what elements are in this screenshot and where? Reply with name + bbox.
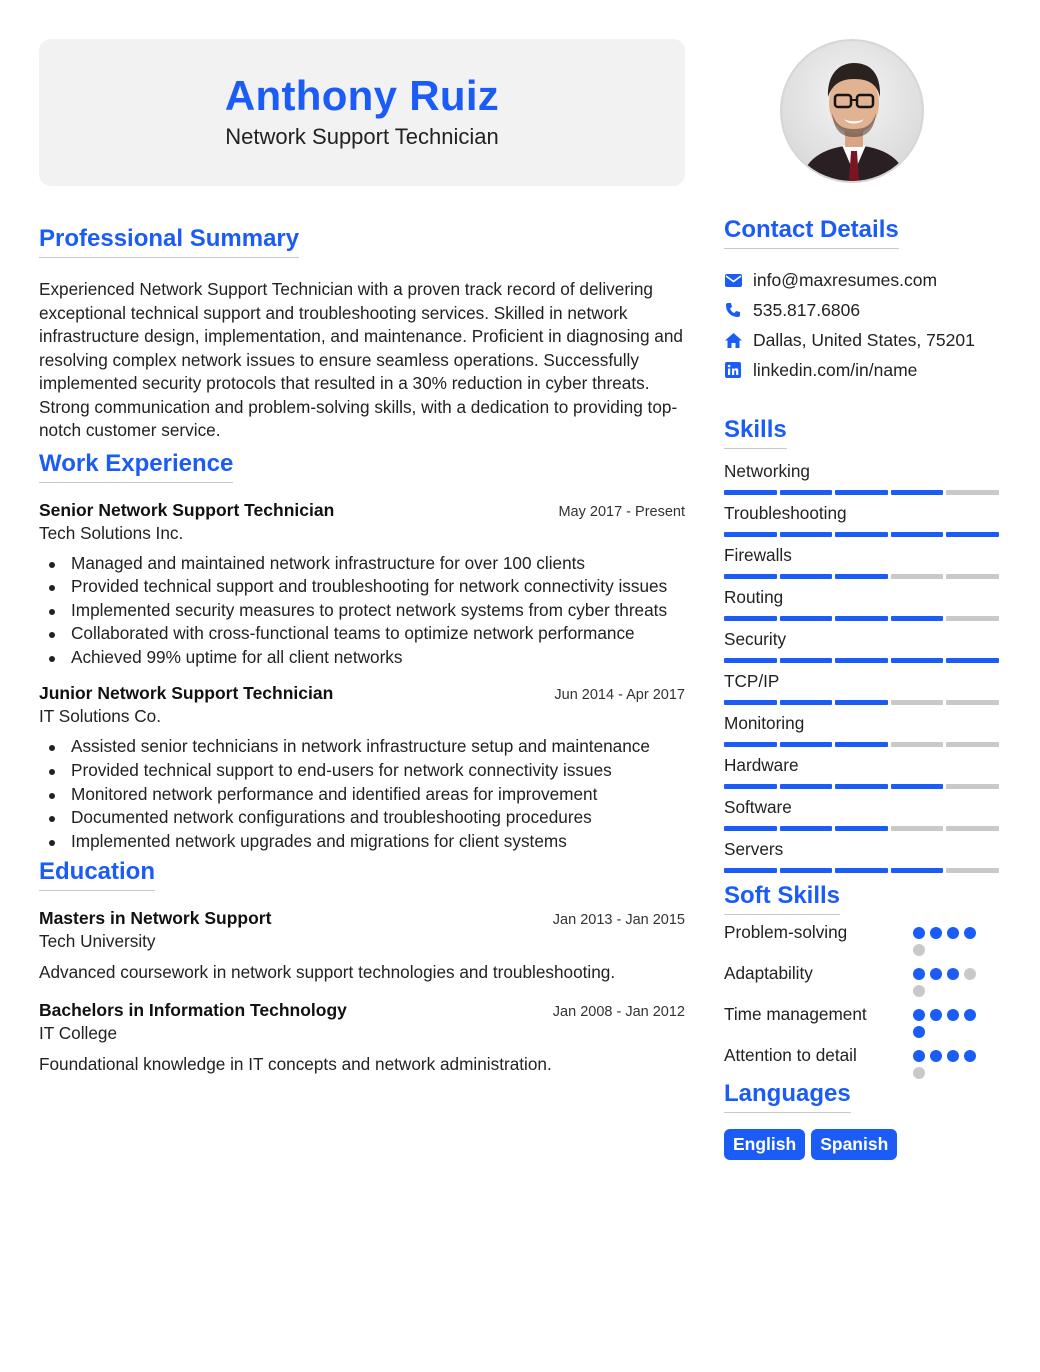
soft-skill-rating [913, 1044, 991, 1079]
soft-skill-name: Attention to detail [724, 1045, 857, 1065]
skill-level-segment [780, 532, 833, 537]
rating-dot [930, 927, 942, 939]
education-header [39, 906, 685, 930]
skill-item [724, 797, 1001, 831]
skill-level-segment [724, 574, 777, 579]
skill-level-segment [891, 532, 944, 537]
rating-dot [913, 985, 925, 997]
skill-level-segment [780, 868, 833, 873]
skill-name: Hardware [724, 755, 799, 775]
skill-name: Networking [724, 461, 810, 481]
skill-level-segment [835, 742, 888, 747]
rating-dot [930, 1009, 942, 1021]
education-degree: Masters in Network Support [39, 908, 272, 929]
education-heading: Education [39, 857, 155, 891]
skill-level-segment [946, 574, 999, 579]
soft-skill-item [724, 1044, 1001, 1079]
soft-skill-rating [913, 962, 991, 997]
skill-level-bar [724, 616, 1001, 621]
rating-dot [947, 968, 959, 980]
skill-level-bar [724, 658, 1001, 663]
skill-level-segment [724, 532, 777, 537]
contact-email[interactable] [724, 265, 1001, 295]
rating-dot [947, 927, 959, 939]
skill-level-segment [780, 574, 833, 579]
skill-item [724, 671, 1001, 705]
skill-level-segment [780, 700, 833, 705]
education-degree: Bachelors in Information Technology [39, 1000, 347, 1021]
skill-item [724, 503, 1001, 537]
skill-name: TCP/IP [724, 671, 780, 691]
skill-level-segment [835, 700, 888, 705]
education-entry [39, 998, 685, 1076]
contact-linkedin[interactable] [724, 355, 1001, 385]
rating-dot [930, 968, 942, 980]
soft-skill-item [724, 1003, 1001, 1038]
skill-item [724, 587, 1001, 621]
main-column [39, 39, 685, 1076]
languages-section [724, 1079, 1001, 1160]
rating-dot [913, 1009, 925, 1021]
job-bullet: Implemented network upgrades and migrations for client systems [39, 830, 685, 854]
education-description: Advanced coursework in network support technologies and troubleshooting. [39, 962, 616, 983]
job-bullet: Collaborated with cross-functional teams to optimize network performance [39, 622, 685, 646]
education-description: Foundational knowledge in IT concepts and network administration. [39, 1054, 552, 1075]
skills-heading: Skills [724, 415, 787, 449]
skill-level-bar [724, 784, 1001, 789]
language-tag: English [724, 1129, 805, 1160]
job-company: Tech Solutions Inc. [39, 522, 184, 543]
job-entry [39, 498, 685, 670]
education-header [39, 998, 685, 1022]
languages-heading: Languages [724, 1079, 851, 1113]
rating-dot [964, 1050, 976, 1062]
contact-section [724, 215, 1001, 385]
rating-dot [913, 1067, 925, 1079]
rating-dot [913, 927, 925, 939]
job-bullet: Implemented security measures to protect network systems from cyber threats [39, 599, 685, 623]
linkedin-icon [724, 361, 742, 379]
soft-skill-item [724, 921, 1001, 956]
skill-level-segment [724, 784, 777, 789]
skill-level-segment [891, 700, 944, 705]
education-school: Tech University [39, 931, 156, 952]
skill-level-segment [724, 658, 777, 663]
skill-level-bar [724, 700, 1001, 705]
soft-skill-rating [913, 921, 991, 956]
job-company: IT Solutions Co. [39, 706, 161, 727]
rating-dot [913, 1026, 925, 1038]
skill-level-segment [724, 826, 777, 831]
job-date: Jun 2014 - Apr 2017 [554, 687, 685, 704]
skill-name: Firewalls [724, 545, 792, 565]
skill-name: Servers [724, 839, 784, 859]
contact-phone[interactable] [724, 295, 1001, 325]
contact-heading: Contact Details [724, 215, 899, 249]
skill-level-segment [891, 490, 944, 495]
soft-skill-name: Time management [724, 1004, 867, 1024]
skill-level-bar [724, 868, 1001, 873]
soft-skill-name: Adaptability [724, 963, 813, 983]
phone-icon [724, 301, 742, 319]
job-bullets [39, 552, 685, 670]
skill-level-segment [891, 574, 944, 579]
rating-dot [964, 1009, 976, 1021]
header-banner [39, 39, 685, 186]
skill-name: Security [724, 629, 787, 649]
skill-level-segment [835, 532, 888, 537]
summary-text: Experienced Network Support Technician with a proven track record of delivering exceptional technical support and troubleshooting services. Skilled in network infrastructure design, implementation, and maintenance. Proficient in diagnosing and resolving complex network issues to ensure seamless operations. Successfully implemented security protocols that resulted in a 30% reduction in cyber threats. Strong communication and problem-solving skills, with a dedication to providing top-notch customer service. [39, 279, 683, 440]
contact-email-text: info@maxresumes.com [753, 269, 938, 290]
skill-level-segment [835, 868, 888, 873]
skill-level-segment [946, 868, 999, 873]
contact-phone-text: 535.817.6806 [753, 299, 861, 320]
rating-dot [947, 1009, 959, 1021]
skill-level-bar [724, 742, 1001, 747]
skill-level-segment [835, 784, 888, 789]
skill-level-segment [780, 616, 833, 621]
envelope-icon [724, 271, 742, 289]
soft-skill-name: Problem-solving [724, 922, 848, 942]
home-icon [724, 331, 742, 349]
skill-level-segment [835, 658, 888, 663]
skill-level-segment [724, 742, 777, 747]
summary-heading: Professional Summary [39, 224, 299, 258]
job-header [39, 681, 685, 705]
soft-skill-rating [913, 1003, 991, 1038]
skill-level-segment [946, 784, 999, 789]
skill-level-segment [724, 490, 777, 495]
contact-list [724, 265, 1001, 385]
skill-name: Software [724, 797, 792, 817]
education-list [39, 906, 685, 1076]
rating-dot [947, 1050, 959, 1062]
skill-level-segment [835, 574, 888, 579]
job-bullet: Documented network configurations and troubleshooting procedures [39, 806, 685, 830]
education-entry [39, 906, 685, 984]
soft-skills-list [724, 921, 1001, 1079]
skill-item [724, 713, 1001, 747]
skill-level-segment [780, 490, 833, 495]
skill-level-segment [780, 658, 833, 663]
job-bullet: Monitored network performance and identified areas for improvement [39, 783, 685, 807]
job-bullet: Assisted senior technicians in network infrastructure setup and maintenance [39, 735, 685, 759]
skill-level-segment [835, 826, 888, 831]
skill-item [724, 545, 1001, 579]
skill-item [724, 461, 1001, 495]
skill-level-segment [946, 616, 999, 621]
contact-linkedin-text: linkedin.com/in/name [753, 359, 918, 380]
soft-skill-item [724, 962, 1001, 997]
contact-address [724, 325, 1001, 355]
contact-address-text: Dallas, United States, 75201 [753, 329, 975, 350]
skill-level-segment [946, 826, 999, 831]
skill-level-segment [724, 868, 777, 873]
skill-item [724, 839, 1001, 873]
job-list [39, 498, 685, 854]
job-bullet: Managed and maintained network infrastructure for over 100 clients [39, 552, 685, 576]
skill-name: Monitoring [724, 713, 805, 733]
language-tags [724, 1129, 1001, 1160]
skill-level-segment [946, 700, 999, 705]
rating-dot [930, 1050, 942, 1062]
skill-level-bar [724, 826, 1001, 831]
education-section [39, 857, 685, 1076]
rating-dot [964, 968, 976, 980]
job-date: May 2017 - Present [558, 503, 685, 520]
skill-level-segment [835, 616, 888, 621]
skills-list [724, 461, 1001, 873]
job-bullet: Achieved 99% uptime for all client networks [39, 646, 685, 670]
person-avatar-icon [782, 41, 924, 183]
job-bullet: Provided technical support to end-users for network connectivity issues [39, 759, 685, 783]
skill-item [724, 755, 1001, 789]
job-title: Junior Network Support Technician [39, 683, 334, 704]
skill-level-segment [780, 826, 833, 831]
job-header [39, 498, 685, 522]
skill-name: Troubleshooting [724, 503, 847, 523]
education-school: IT College [39, 1023, 118, 1044]
skill-level-segment [780, 784, 833, 789]
soft-skills-heading: Soft Skills [724, 881, 840, 915]
job-bullets [39, 735, 685, 853]
job-title: Senior Network Support Technician [39, 499, 335, 520]
candidate-name: Anthony Ruiz [224, 72, 500, 119]
rating-dot [913, 1050, 925, 1062]
job-entry [39, 681, 685, 853]
skill-level-segment [724, 700, 777, 705]
skill-level-segment [946, 532, 999, 537]
skill-level-segment [891, 868, 944, 873]
skill-level-segment [724, 616, 777, 621]
soft-skills-section [724, 881, 1001, 1079]
education-date: Jan 2008 - Jan 2012 [552, 1004, 685, 1021]
candidate-title: Network Support Technician [225, 124, 499, 149]
rating-dot [913, 944, 925, 956]
skill-level-segment [946, 658, 999, 663]
skill-level-bar [724, 532, 1001, 537]
experience-section [39, 449, 685, 854]
profile-photo [780, 39, 924, 183]
skill-level-segment [780, 742, 833, 747]
summary-section [39, 224, 685, 443]
skill-level-segment [891, 616, 944, 621]
job-bullet: Provided technical support and troubleshooting for network connectivity issues [39, 575, 685, 599]
skills-section [724, 415, 1001, 873]
skill-level-bar [724, 490, 1001, 495]
rating-dot [913, 968, 925, 980]
skill-level-segment [946, 742, 999, 747]
skill-level-segment [891, 826, 944, 831]
skill-level-segment [835, 490, 888, 495]
skill-item [724, 629, 1001, 663]
skill-level-segment [891, 658, 944, 663]
education-date: Jan 2013 - Jan 2015 [552, 912, 685, 929]
language-tag: Spanish [811, 1129, 897, 1160]
skill-level-segment [891, 742, 944, 747]
sidebar-column [724, 39, 1001, 1160]
rating-dot [964, 927, 976, 939]
experience-heading: Work Experience [39, 449, 233, 483]
skill-level-segment [891, 784, 944, 789]
skill-name: Routing [724, 587, 784, 607]
skill-level-bar [724, 574, 1001, 579]
skill-level-segment [946, 490, 999, 495]
